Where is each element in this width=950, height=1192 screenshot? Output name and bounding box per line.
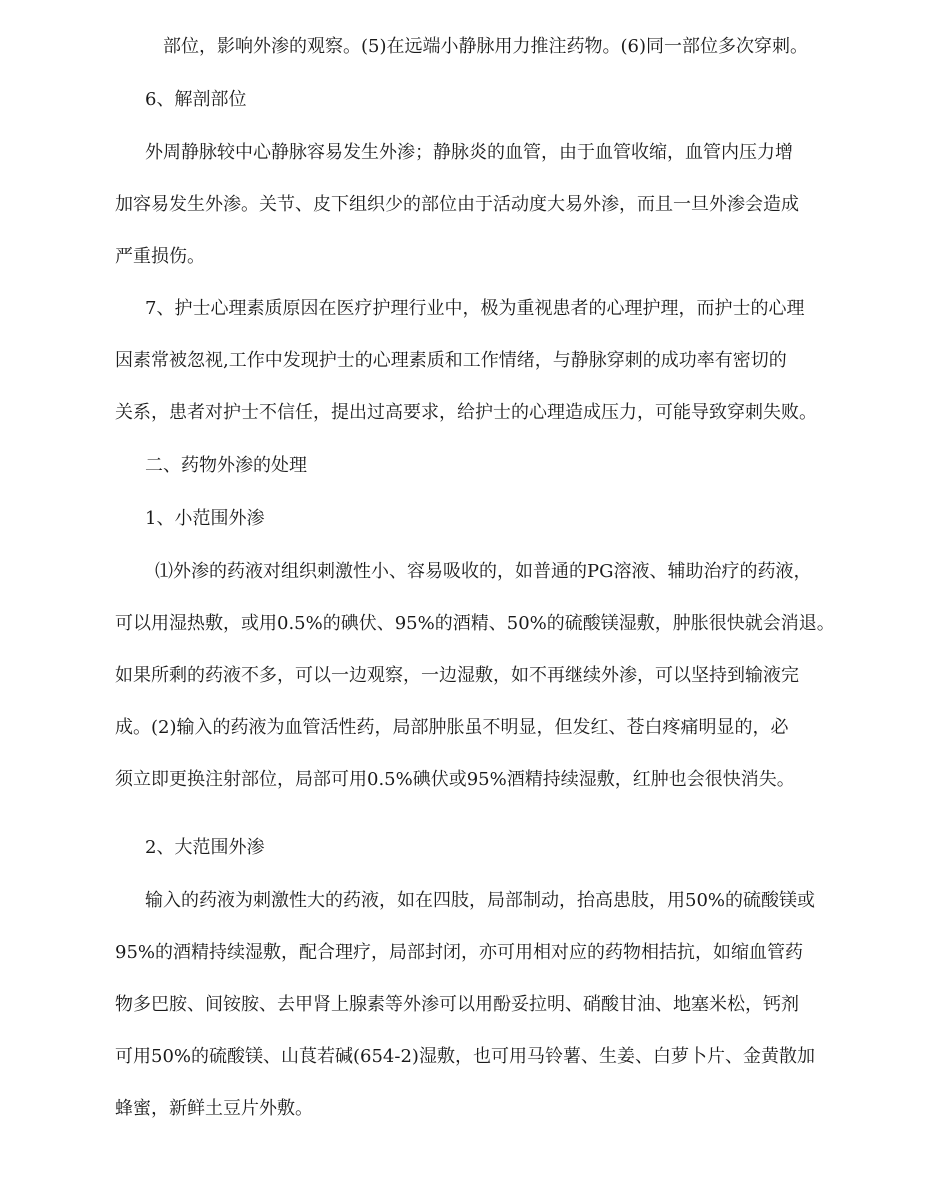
text-line: 物多巴胺、间铵胺、去甲肾上腺素等外渗可以用酚妥拉明、硝酸甘油、地塞米松，钙剂 [115, 994, 799, 1015]
text-line: ⑴外渗的药液对组织刺激性小、容易吸收的，如普通的PG溶液、辅助治疗的药液， [155, 561, 812, 582]
text-line: 7、护士心理素质原因在医疗护理行业中，极为重视患者的心理护理，而护士的心理 [145, 298, 805, 319]
text-line: 外周静脉较中心静脉容易发生外渗；静脉炎的血管，由于血管收缩，血管内压力增 [145, 142, 793, 163]
subsection-heading: 1、小范围外渗 [145, 508, 265, 529]
text-line: 可用50%的硫酸镁、山茛若碱(654-2)湿敷，也可用马铃薯、生姜、白萝卜片、金黄散加 [115, 1046, 815, 1067]
text-line: 部位，影响外渗的观察。(5)在远端小静脉用力推注药物。(6)同一部位多次穿刺。 [163, 36, 808, 57]
text-line: 可以用湿热敷，或用0.5%的碘伏、95%的酒精、50%的硫酸镁湿敷，肿胀很快就会消退。 [115, 613, 835, 634]
text-line: 蜂蜜，新鲜土豆片外敷。 [115, 1098, 313, 1119]
text-line: 关系，患者对护士不信任，提出过高要求，给护士的心理造成压力，可能导致穿刺失败。 [115, 402, 817, 423]
text-line: 输入的药液为刺激性大的药液，如在四肢，局部制动，抬高患肢，用50%的硫酸镁或 [145, 890, 816, 911]
text-line: 成。(2)输入的药液为血管活性药，局部肿胀虽不明显，但发红、苍白疼痛明显的，必 [115, 717, 789, 738]
subsection-heading: 2、大范围外渗 [145, 837, 265, 858]
section-heading: 二、药物外渗的处理 [145, 455, 307, 476]
text-line: 因素常被忽视,工作中发现护士的心理素质和工作情绪，与静脉穿刺的成功率有密切的 [115, 350, 787, 371]
text-line: 如果所剩的药液不多，可以一边观察，一边湿敷，如不再继续外渗，可以坚持到输液完 [115, 665, 799, 686]
text-line: 须立即更换注射部位，局部可用0.5%碘伏或95%酒精持续湿敷，红肿也会很快消失。 [115, 769, 795, 790]
text-line: 严重损伤。 [115, 246, 205, 267]
text-line: 加容易发生外渗。关节、皮下组织少的部位由于活动度大易外渗，而且一旦外渗会造成 [115, 194, 799, 215]
text-line: 95%的酒精持续湿敷，配合理疗，局部封闭，亦可用相对应的药物相拮抗，如缩血管药 [115, 942, 804, 963]
section-heading: 6、解剖部位 [145, 89, 247, 110]
